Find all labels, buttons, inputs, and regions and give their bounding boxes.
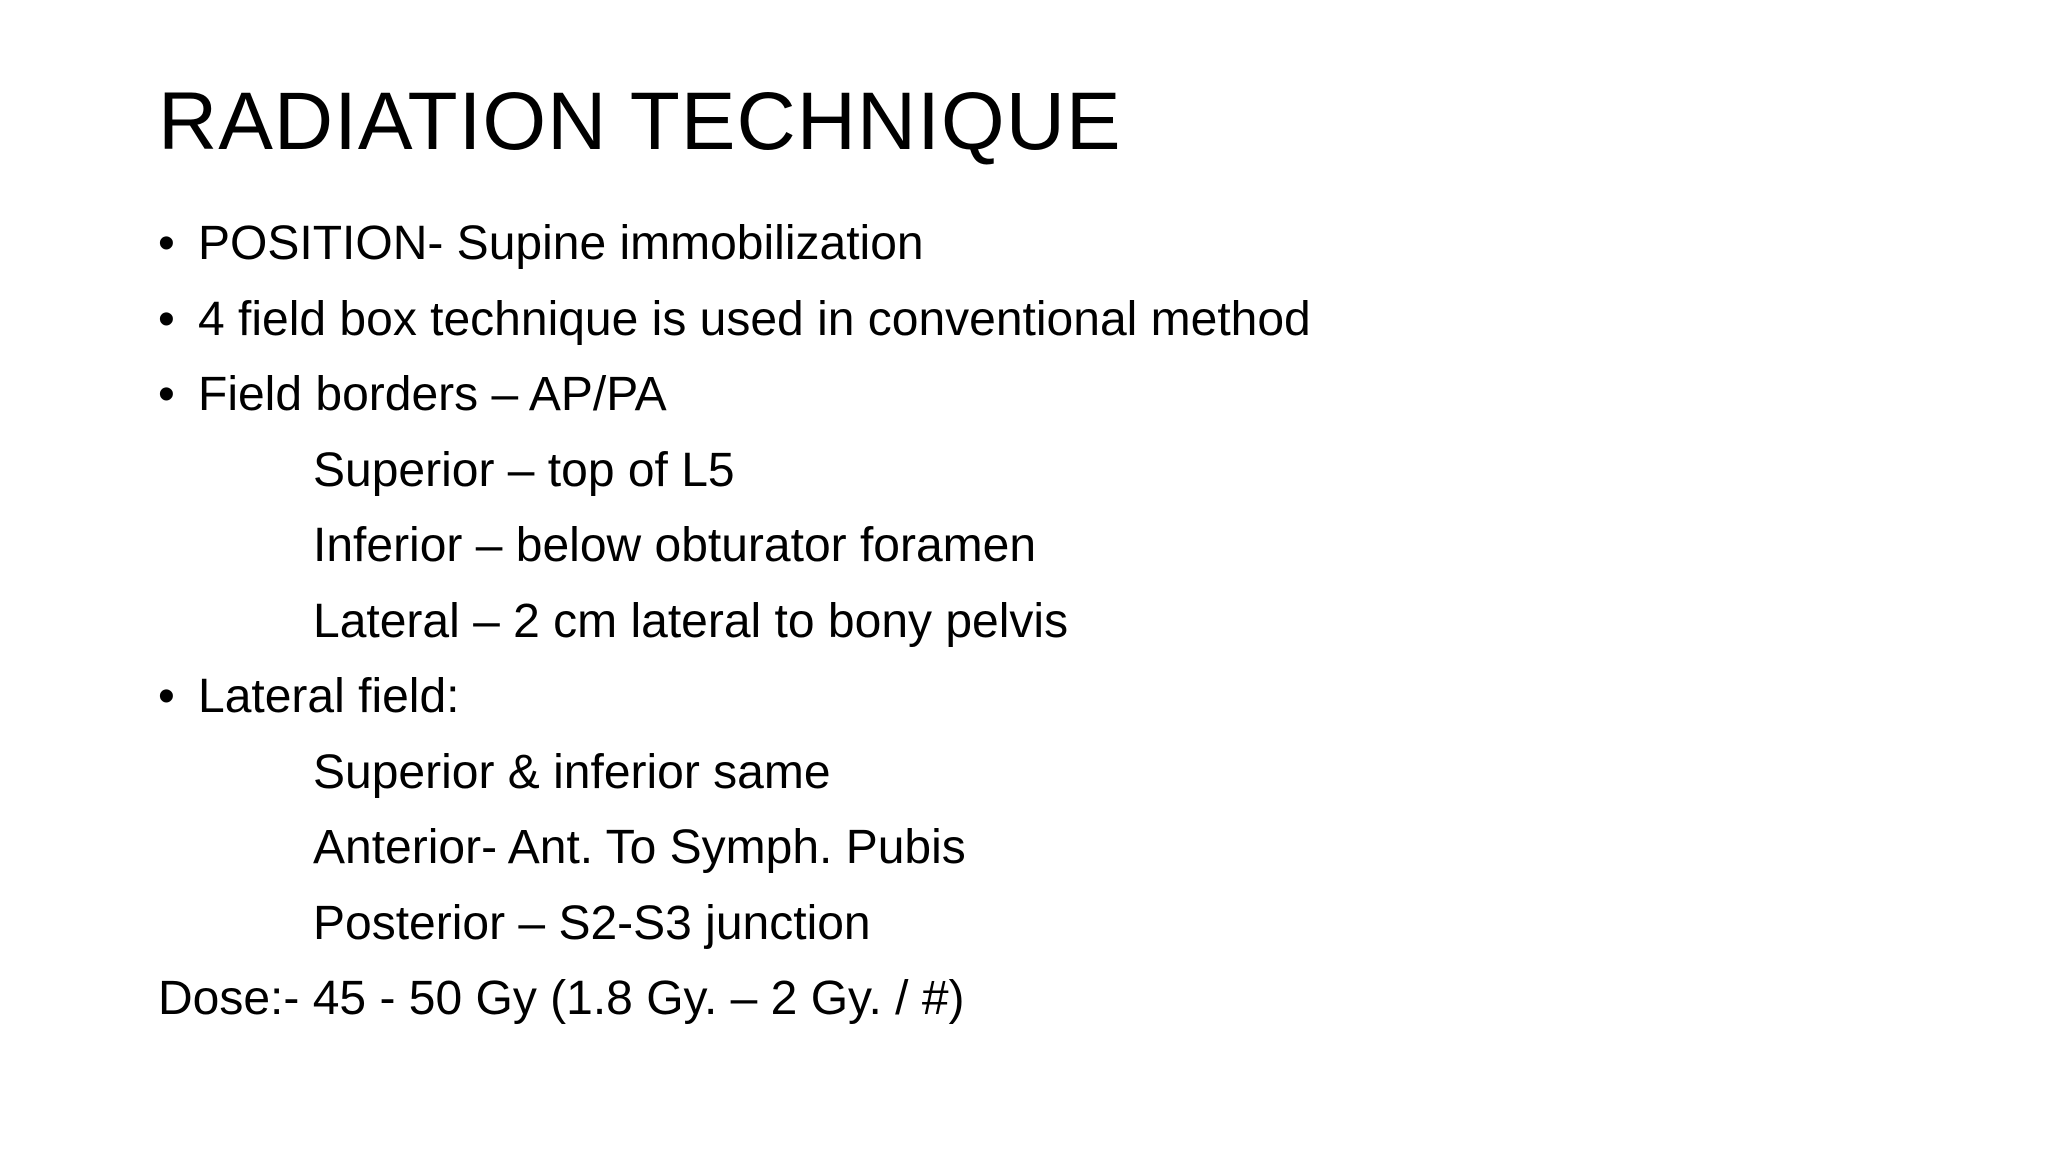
bullet-icon: • [158, 670, 175, 723]
bullet-icon: • [158, 292, 175, 346]
slide-content [158, 206, 1958, 1037]
sub-item-inferior: Inferior – below obturator foramen [313, 519, 1037, 572]
bullet-icon: • [158, 217, 175, 270]
sub-item-superior: Superior – top of L5 [313, 443, 735, 497]
bullet-item-position [158, 206, 1958, 282]
sub-item-posterior: Posterior – S2-S3 junction [313, 896, 871, 950]
bullet-item-field-borders [158, 357, 1958, 433]
sub-item-superior-inferior: Superior & inferior same [313, 745, 831, 799]
bullet-item-lateral-field [158, 659, 1958, 735]
sub-item-lateral: Lateral – 2 cm lateral to bony pelvis [313, 594, 1069, 648]
bullet-icon: • [158, 368, 175, 421]
bullet-text: 4 field box technique is used in conventional method [198, 292, 1311, 346]
bullet-item-technique [158, 282, 1958, 358]
bullet-text: Lateral field: [198, 670, 460, 723]
bullet-text: Field borders – AP/PA [198, 368, 667, 421]
sub-item-anterior: Anterior- Ant. To Symph. Pubis [313, 821, 966, 874]
bullet-text: POSITION- Supine immobilization [198, 217, 924, 270]
slide-title: RADIATION TECHNIQUE [158, 76, 1122, 167]
dose-line: Dose:- 45 - 50 Gy (1.8 Gy. – 2 Gy. / #) [158, 972, 965, 1025]
